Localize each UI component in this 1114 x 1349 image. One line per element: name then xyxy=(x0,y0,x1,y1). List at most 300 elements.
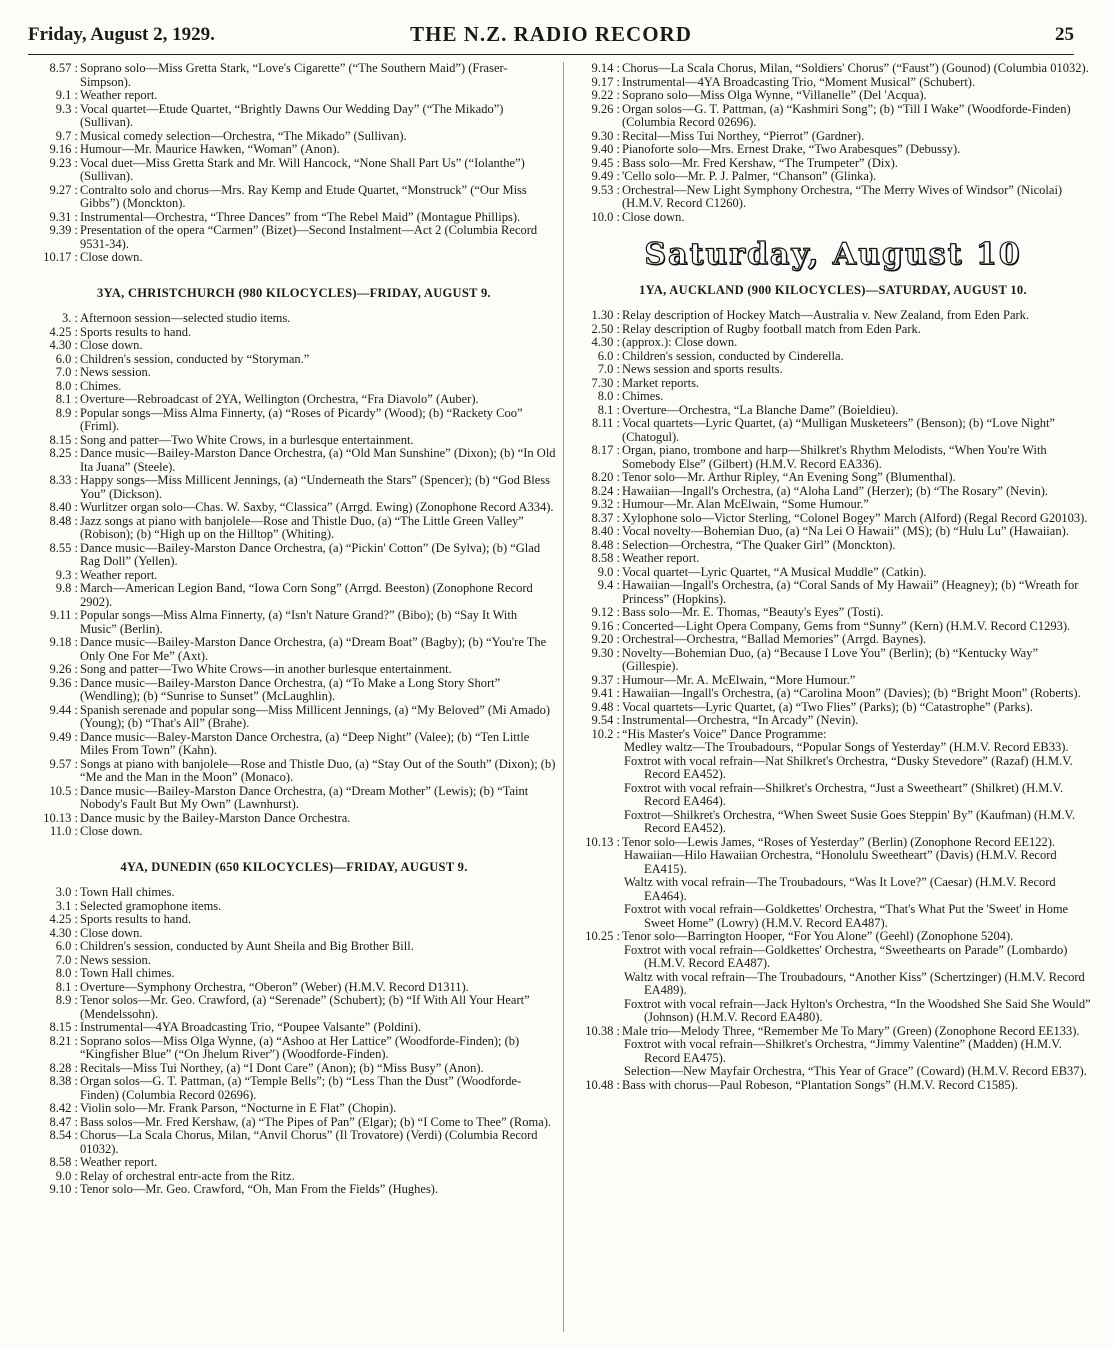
item-text: Weather report. xyxy=(80,567,158,582)
item-text: Overture—Orchestra, “La Blanche Dame” (Boieldieu). xyxy=(622,402,899,417)
programme-item xyxy=(574,377,1092,391)
item-time: 10.13 : xyxy=(574,836,620,850)
item-time: 9.23 : xyxy=(32,157,78,171)
programme-item xyxy=(32,954,556,968)
item-text: Jazz songs at piano with banjolele—Rose and Thistle Duo, (a) “The Little Green Valley” (Robison); (b) “High up on the Hilltop” (Whiting). xyxy=(80,513,524,541)
item-text: Contralto solo and chorus—Mrs. Ray Kemp and Etude Quartet, “Monstruck” (“Our Miss Gibbs”) (Monckton). xyxy=(80,182,527,210)
item-time: 7.0 : xyxy=(32,366,78,380)
programme-item xyxy=(574,471,1092,485)
item-10-38-slot xyxy=(574,1025,1092,1039)
item-text: Close down. xyxy=(80,824,143,838)
issue-date: Friday, August 2, 1929. xyxy=(28,24,215,45)
item-time: 8.9 : xyxy=(32,994,78,1008)
item-text: Organ, piano, trombone and harp—Shilkret's Rhythm Melodists, “When You're With Somebody Else” (Gilbert) (H.M.V. Record EA336). xyxy=(622,443,1047,471)
programme-item xyxy=(32,569,556,583)
programme-item xyxy=(32,380,556,394)
dance-record-item: Foxtrot with vocal refrain—Shilkret's Orchestra, “Jimmy Valentine” (Madden) (H.M.V. Record EA475). xyxy=(624,1037,1062,1065)
item-text: Relay of orchestral entr-acte from the Ritz. xyxy=(80,1168,295,1183)
item-text: Overture—Rebroadcast of 2YA, Wellington (Orchestra, “Fra Diavolo” (Auber). xyxy=(80,392,479,406)
item-text: Happy songs—Miss Millicent Jennings, (a) “Underneath the Stars” (Spencer); (b) “God Bless You” (Dickson). xyxy=(80,473,551,501)
programme-item xyxy=(32,143,556,157)
item-time: 4.25 : xyxy=(32,913,78,927)
item-time: 7.0 : xyxy=(32,954,78,968)
item-text: Close down. xyxy=(80,925,143,940)
item-text: Song and patter—Two White Crows—in another burlesque entertainment. xyxy=(80,662,452,676)
dance-record-item: Foxtrot with vocal refrain—Shilkret's Orchestra, “Just a Sweetheart” (Shilkret) (H.M.V. Record EA464). xyxy=(624,780,1064,808)
programme-item xyxy=(32,886,556,900)
programme-item xyxy=(32,89,556,103)
item-text: Weather report. xyxy=(622,551,700,565)
programme-item xyxy=(574,170,1092,184)
item-time: 8.1 : xyxy=(32,393,78,407)
dance-programme-10-2 xyxy=(574,741,1092,836)
item-text: Hawaiian—Ingall's Orchestra, (a) “Coral Sands of My Hawaii” (Heagney); (b) “Wreath for Princess” (Hopkins). xyxy=(622,578,1079,606)
programme-item xyxy=(574,363,1092,377)
programme-item xyxy=(574,566,1092,580)
item-text: March—American Legion Band, “Iowa Corn Song” (Arrgd. Beeston) (Zonophone Record 2902). xyxy=(80,581,533,609)
item-text: Vocal duet—Miss Gretta Stark and Mr. Will Hancock, “None Shall Part Us” (“Iolanthe”) (Sullivan). xyxy=(80,155,525,183)
item-time: 2.50 : xyxy=(574,323,620,337)
1ya-programme-list xyxy=(574,309,1092,741)
item-text: Dance music—Bailey-Marston Dance Orchestra, (a) “To Make a Long Story Short” (Wendling); (b) “Sunrise to Sunset” (McLaughlin). xyxy=(80,675,501,703)
item-text: (approx.): Close down. xyxy=(622,335,738,349)
item-time: 8.40 : xyxy=(574,525,620,539)
item-text: Dance music—Bailey-Marston Dance Orchestra, (a) “Old Man Sunshine” (Dixon); (b) “In Old Ita Juana” (Steele). xyxy=(80,446,556,474)
programme-item xyxy=(574,674,1092,688)
programme-item xyxy=(574,350,1092,364)
item-text: Humour—Mr. Maurice Hawken, “Woman” (Anon). xyxy=(80,142,340,156)
item-text: Tenor solo—Barrington Hooper, “For You Alone” (Geehl) (Zonophone 5204). xyxy=(622,929,1014,943)
programme-item xyxy=(32,393,556,407)
item-text: Humour—Mr. Alan McElwain, “Some Humour.” xyxy=(622,497,869,511)
item-text: Bass solo—Mr. Fred Kershaw, “The Trumpeter” (Dix). xyxy=(622,155,898,170)
item-time: 9.12 : xyxy=(574,606,620,620)
programme-item xyxy=(574,633,1092,647)
item-time: 9.41 : xyxy=(574,687,620,701)
item-text: Male trio—Melody Three, “Remember Me To Mary” (Green) (Zonophone Record EE133). xyxy=(622,1023,1080,1038)
item-time: 9.0 : xyxy=(32,1170,78,1184)
item-time: 7.30 : xyxy=(574,377,620,391)
item-text: Overture—Symphony Orchestra, “Oberon” (Weber) (H.M.V. Record D1311). xyxy=(80,979,469,994)
page-header xyxy=(28,20,1074,55)
item-time: 4.25 : xyxy=(32,326,78,340)
item-10-13-slot xyxy=(574,836,1092,850)
item-text: Bass solo—Mr. E. Thomas, “Beauty's Eyes” (Tosti). xyxy=(622,605,884,619)
programme-item xyxy=(32,927,556,941)
section-title-3ya: 3YA, CHRISTCHURCH (980 KILOCYCLES)—FRIDAY, AUGUST 9. xyxy=(97,285,491,300)
item-text: Afternoon session—selected studio items. xyxy=(80,311,291,325)
programme-item xyxy=(32,940,556,954)
item-time: 9.44 : xyxy=(32,704,78,718)
item-time: 8.0 : xyxy=(32,380,78,394)
item-time: 8.21 : xyxy=(32,1035,78,1049)
programme-item xyxy=(574,512,1092,526)
day-heading: Saturday, August 10 xyxy=(644,237,1022,272)
programme-item xyxy=(32,447,556,474)
item-time: 9.53 : xyxy=(574,184,620,198)
programme-item xyxy=(574,157,1092,171)
item-text: Tenor solo—Mr. Geo. Crawford, “Oh, Man From the Fields” (Hughes). xyxy=(80,1182,439,1196)
item-time: 8.1 : xyxy=(574,404,620,418)
programme-item xyxy=(574,404,1092,418)
item-text: Weather report. xyxy=(80,88,158,102)
item-text: Songs at piano with banjolele—Rose and Thistle Duo, (a) “Stay Out of the South” (Dixon); (b) “Me and the Man in the Moon” (Monaco). xyxy=(80,756,556,784)
item-text: “His Master's Voice” Dance Programme: xyxy=(622,726,827,741)
item-text: Popular songs—Miss Alma Finnerty, (a) “Isn't Nature Grand?” (Bibo); (b) “Say It With Music” (Berlin). xyxy=(80,608,518,636)
item-time: 11.0 : xyxy=(32,825,78,839)
item-text: Vocal quartets—Lyric Quartet, (a) “Two Flies” (Parks); (b) “Catastrophe” (Parks). xyxy=(622,699,1033,714)
programme-item xyxy=(32,474,556,501)
programme-item xyxy=(32,1156,556,1170)
item-text: Instrumental—4YA Broadcasting Trio, “Moment Musical” (Schubert). xyxy=(622,74,976,89)
programme-item xyxy=(574,211,1092,225)
item-text: Recitals—Miss Tui Northey, (a) “I Dont Care” (Anon); (b) “Miss Busy” (Anon). xyxy=(80,1060,484,1075)
programme-item xyxy=(574,620,1092,634)
item-time: 8.24 : xyxy=(574,485,620,499)
dance-record-item: Foxtrot with vocal refrain—Goldkettes' Orchestra, “That's What Put the 'Sweet' in Home Sweet Home” (Lowry) (H.M.V. Record EA487). xyxy=(624,902,1069,930)
programme-item xyxy=(32,967,556,981)
item-text: Musical comedy selection—Orchestra, “The Mikado” (Sullivan). xyxy=(80,128,407,143)
item-text: Children's session, conducted by “Storyman.” xyxy=(80,351,310,366)
item-text: Vocal quartet—Etude Quartet, “Brightly Dawns Our Wedding Day” (“The Mikado”) (Sullivan). xyxy=(80,101,504,129)
programme-item xyxy=(32,211,556,225)
item-text: Chorus—La Scala Chorus, Milan, “Anvil Chorus” (Il Trovatore) (Verdi) (Columbia Record 01032). xyxy=(80,1128,538,1156)
item-text: Wurlitzer organ solo—Chas. W. Saxby, “Classica” (Arrgd. Ewing) (Zonophone Record A334). xyxy=(80,500,554,514)
item-time: 8.0 : xyxy=(574,390,620,404)
item-text: Recital—Miss Tui Northey, “Pierrot” (Gardner). xyxy=(622,128,865,143)
item-time: 9.26 : xyxy=(32,663,78,677)
item-text: Humour—Mr. A. McElwain, “More Humour.” xyxy=(622,672,856,687)
item-text: Soprano solo—Miss Olga Wynne, “Villanelle” (Del 'Acqua). xyxy=(622,88,927,102)
item-text: Organ solos—G. T. Pattman, (a) “Temple Bells”; (b) “Less Than the Dust” (Woodforde-Finden) (Columbia Record 02696). xyxy=(80,1074,522,1102)
programme-item xyxy=(32,825,556,839)
programme-item xyxy=(32,251,556,265)
item-time: 8.40 : xyxy=(32,501,78,515)
item-time: 8.17 : xyxy=(574,444,620,458)
programme-item xyxy=(32,636,556,663)
item-time: 9.37 : xyxy=(574,674,620,688)
dance-record-item: Foxtrot with vocal refrain—Jack Hylton's Orchestra, “In the Woodshed She Said She Would” (Johnson) (H.M.V. Record EA480). xyxy=(624,996,1091,1024)
item-text: Town Hall chimes. xyxy=(80,885,175,899)
item-text: News session and sports results. xyxy=(622,362,783,376)
4ya-continued-list xyxy=(574,62,1092,224)
item-time: 8.42 : xyxy=(32,1102,78,1116)
programme-item xyxy=(32,609,556,636)
item-text: Instrumental—Orchestra, “Three Dances” from “The Rebel Maid” (Montague Phillips). xyxy=(80,209,521,224)
item-text: Bass solos—Mr. Fred Kershaw, (a) “The Pipes of Pan” (Elgar); (b) “I Come to Thee” (Roma). xyxy=(80,1114,552,1129)
item-text: Children's session, conducted by Aunt Sheila and Big Brother Bill. xyxy=(80,939,414,953)
item-time: 9.22 : xyxy=(574,89,620,103)
item-time: 9.27 : xyxy=(32,184,78,198)
item-text: Novelty—Bohemian Duo, (a) “Because I Love You” (Berlin); (b) “Kentucky Way” (Gillespie). xyxy=(622,645,1039,673)
programme-item xyxy=(574,62,1092,76)
3ya-programme-list xyxy=(32,312,556,839)
item-text: Spanish serenade and popular song—Miss Millicent Jennings, (a) “My Beloved” (Mi Amado) (Young); (b) “That's All” (Brahe). xyxy=(80,702,551,730)
item-time: 9.8 : xyxy=(32,582,78,596)
programme-item xyxy=(574,76,1092,90)
programme-item xyxy=(574,539,1092,553)
programme-item xyxy=(32,515,556,542)
item-text: Town Hall chimes. xyxy=(80,966,175,980)
item-text: News session. xyxy=(80,952,151,967)
item-time: 8.20 : xyxy=(574,471,620,485)
programme-item xyxy=(574,89,1092,103)
item-text: Soprano solo—Miss Gretta Stark, “Love's Cigarette” (“The Southern Maid”) (Fraser-Simpson). xyxy=(80,61,508,89)
item-text: Chimes. xyxy=(622,389,664,403)
4ya-programme-list xyxy=(32,886,556,1197)
item-time: 9.0 : xyxy=(574,566,620,580)
programme-item xyxy=(574,143,1092,157)
item-10-48-slot xyxy=(574,1079,1092,1093)
programme-item xyxy=(574,525,1092,539)
programme-item xyxy=(32,677,556,704)
programme-item xyxy=(32,224,556,251)
item-text: Close down. xyxy=(80,338,143,352)
item-text: Close down. xyxy=(622,209,685,224)
dance-record-item: Foxtrot—Shilkret's Orchestra, “When Sweet Susie Goes Steppin' By” (Kaufman) (H.M.V. Record EA452). xyxy=(624,807,1076,835)
programme-item xyxy=(32,812,556,826)
item-text: Weather report. xyxy=(80,1155,158,1169)
item-time: 8.0 : xyxy=(32,967,78,981)
item-time: 4.30 : xyxy=(32,927,78,941)
item-text: Hawaiian—Ingall's Orchestra, (a) “Carolina Moon” (Davies); (b) “Bright Moon” (Roberts). xyxy=(622,686,1081,700)
column-divider xyxy=(563,62,564,1332)
programme-item xyxy=(574,1079,1092,1093)
item-text: Dance music—Bailey-Marston Dance Orchestra, (a) “Dream Mother” (Lewis); (b) “Taint Nobody's Fault But My Own” (Lawnhurst). xyxy=(80,783,529,811)
item-text: Close down. xyxy=(80,250,143,264)
item-time: 8.37 : xyxy=(574,512,620,526)
item-time: 3. : xyxy=(32,312,78,326)
item-time: 8.54 : xyxy=(32,1129,78,1143)
item-time: 8.15 : xyxy=(32,434,78,448)
item-time: 10.0 : xyxy=(574,211,620,225)
programme-item xyxy=(32,184,556,211)
programme-item xyxy=(574,606,1092,620)
dance-record-item: Waltz with vocal refrain—The Troubadours, “Another Kiss” (Schertzinger) (H.M.V. Record EA489). xyxy=(624,969,1085,997)
dance-record-item: Waltz with vocal refrain—The Troubadours, “Was It Love?” (Caesar) (H.M.V. Record EA464). xyxy=(624,875,1056,903)
programme-item xyxy=(32,1035,556,1062)
dance-record-item: Hawaiian—Hilo Hawaiian Orchestra, “Honolulu Sweetheart” (Davis) (H.M.V. Record EA415). xyxy=(624,848,1057,876)
item-time: 8.58 : xyxy=(32,1156,78,1170)
dance-record-item: Foxtrot with vocal refrain—Goldkettes' Orchestra, “Sweethearts on Parade” (Lombardo) (H.M.V. Record EA487). xyxy=(624,942,1068,970)
dance-programme-10-13 xyxy=(574,849,1092,930)
item-text: Dance music—Baley-Marston Dance Orchestra, (a) “Deep Night” (Valee); (b) “Ten Little Miles From Town” (Kahn). xyxy=(80,729,530,757)
item-text: Soprano solos—Miss Olga Wynne, (a) “Ashoo at Her Lattice” (Woodforde-Finden); (b) “Kingfisher Blue” (“On Jhelum River”) (Woodforde-Finden). xyxy=(80,1033,520,1061)
programme-item xyxy=(32,731,556,758)
item-text: Vocal quartets—Lyric Quartet, (a) “Mulligan Musketeers” (Benson); (b) “Love Night” (Chatogul). xyxy=(622,416,1055,444)
item-time: 9.26 : xyxy=(574,103,620,117)
item-text: Sports results to hand. xyxy=(80,324,192,339)
item-time: 10.25 : xyxy=(574,930,620,944)
programme-item xyxy=(574,579,1092,606)
item-text: Market reports. xyxy=(622,375,700,390)
masthead-title: THE N.Z. RADIO RECORD xyxy=(410,22,692,46)
programme-item xyxy=(32,582,556,609)
item-time: 10.5 : xyxy=(32,785,78,799)
programme-item xyxy=(574,336,1092,350)
item-time: 9.10 : xyxy=(32,1183,78,1197)
programme-item xyxy=(32,366,556,380)
dance-record-item: Foxtrot with vocal refrain—Nat Shilkret's Orchestra, “Dusky Stevedore” (Razaf) (H.M.V. Record EA452). xyxy=(624,753,1073,781)
programme-item xyxy=(574,390,1092,404)
programme-item xyxy=(32,1102,556,1116)
item-time: 3.1 : xyxy=(32,900,78,914)
dance-record-item: Medley waltz—The Troubadours, “Popular Songs of Yesterday” (H.M.V. Record EB33). xyxy=(624,740,1069,754)
item-time: 9.17 : xyxy=(574,76,620,90)
item-time: 9.16 : xyxy=(32,143,78,157)
item-time: 9.14 : xyxy=(574,62,620,76)
item-text: Organ solos—G. T. Pattman, (a) “Kashmiri Song”; (b) “Till I Wake” (Woodforde-Finden) (Columbia Record 02696). xyxy=(622,101,1071,129)
item-text: Orchestral—Orchestra, “Ballad Memories” (Arrgd. Baynes). xyxy=(622,632,927,646)
item-text: Selected gramophone items. xyxy=(80,898,222,913)
programme-item xyxy=(32,407,556,434)
item-time: 1.30 : xyxy=(574,309,620,323)
item-text: Sports results to hand. xyxy=(80,912,192,926)
programme-item xyxy=(32,1075,556,1102)
item-time: 8.55 : xyxy=(32,542,78,556)
programme-item xyxy=(574,444,1092,471)
programme-item xyxy=(32,501,556,515)
item-text: Instrumental—4YA Broadcasting Trio, “Poupee Valsante” (Poldini). xyxy=(80,1020,422,1034)
programme-item xyxy=(574,103,1092,130)
item-time: 9.20 : xyxy=(574,633,620,647)
item-time: 8.9 : xyxy=(32,407,78,421)
item-time: 4.30 : xyxy=(32,339,78,353)
programme-item xyxy=(32,1116,556,1130)
programme-item xyxy=(32,900,556,914)
item-text: Violin solo—Mr. Frank Parson, “Nocturne in E Flat” (Chopin). xyxy=(80,1101,397,1115)
programme-item xyxy=(32,1183,556,1197)
item-time: 9.40 : xyxy=(574,143,620,157)
item-time: 8.47 : xyxy=(32,1116,78,1130)
section-title-1ya: 1YA, AUCKLAND (900 KILOCYCLES)—SATURDAY, AUGUST 10. xyxy=(639,282,1027,297)
item-text: Chorus—La Scala Chorus, Milan, “Soldiers' Chorus” (“Faust”) (Gounod) (Columbia 01032). xyxy=(622,61,1089,75)
page-number: 25 xyxy=(1055,24,1074,45)
programme-item xyxy=(32,434,556,448)
programme-item xyxy=(32,994,556,1021)
programme-item xyxy=(32,326,556,340)
item-time: 6.0 : xyxy=(32,353,78,367)
programme-item xyxy=(32,1062,556,1076)
item-time: 8.57 : xyxy=(32,62,78,76)
item-time: 8.11 : xyxy=(574,417,620,431)
item-time: 9.18 : xyxy=(32,636,78,650)
item-time: 6.0 : xyxy=(32,940,78,954)
programme-item xyxy=(32,130,556,144)
item-text: Presentation of the opera “Carmen” (Bizet)—Second Instalment—Act 2 (Columbia Record 9531-34). xyxy=(80,223,538,251)
item-time: 10.2 : xyxy=(574,728,620,742)
item-text: Popular songs—Miss Alma Finnerty, (a) “Roses of Picardy” (Wood); (b) “Rackety Coo” (Friml). xyxy=(80,405,523,433)
item-time: 8.15 : xyxy=(32,1021,78,1035)
programme-item xyxy=(574,485,1092,499)
programme-item xyxy=(574,687,1092,701)
programme-item xyxy=(574,701,1092,715)
item-time: 10.38 : xyxy=(574,1025,620,1039)
item-time: 9.54 : xyxy=(574,714,620,728)
item-text: Children's session, conducted by Cinderella. xyxy=(622,348,844,363)
item-time: 9.1 : xyxy=(32,89,78,103)
item-time: 9.30 : xyxy=(574,647,620,661)
item-time: 9.4 : xyxy=(574,579,620,593)
item-time: 9.31 : xyxy=(32,211,78,225)
programme-item xyxy=(32,758,556,785)
item-text: Relay description of Rugby football match from Eden Park. xyxy=(622,321,921,336)
2ya-continued-list xyxy=(32,62,556,265)
item-text: Xylophone solo—Victor Sterling, “Colonel Bogey” March (Alford) (Regal Record G20103). xyxy=(622,510,1088,525)
item-text: Hawaiian—Ingall's Orchestra, (a) “Aloha Land” (Herzer); (b) “The Rosary” (Nevin). xyxy=(622,483,1049,498)
programme-item xyxy=(574,309,1092,323)
programme-item xyxy=(32,312,556,326)
programme-item xyxy=(574,1025,1092,1039)
item-10-25-slot xyxy=(574,930,1092,944)
item-time: 7.0 : xyxy=(574,363,620,377)
item-time: 8.28 : xyxy=(32,1062,78,1076)
item-time: 8.48 : xyxy=(32,515,78,529)
programme-item xyxy=(32,339,556,353)
item-time: 8.25 : xyxy=(32,447,78,461)
programme-item xyxy=(574,552,1092,566)
dance-programme-10-38 xyxy=(574,1038,1092,1079)
programme-item xyxy=(32,542,556,569)
item-time: 9.48 : xyxy=(574,701,620,715)
programme-item xyxy=(574,836,1092,850)
item-time: 8.58 : xyxy=(574,552,620,566)
item-text: Bass with chorus—Paul Robeson, “Plantation Songs” (H.M.V. Record C1585). xyxy=(622,1077,1018,1092)
programme-item xyxy=(574,647,1092,674)
item-text: Selection—Orchestra, “The Quaker Girl” (Monckton). xyxy=(622,537,896,552)
item-time: 8.48 : xyxy=(574,539,620,553)
item-text: Chimes. xyxy=(80,378,122,393)
item-time: 9.30 : xyxy=(574,130,620,144)
item-time: 9.49 : xyxy=(574,170,620,184)
item-text: Vocal novelty—Bohemian Duo, (a) “Na Lei O Hawaii” (MS); (b) “Hulu Lu” (Hawaiian). xyxy=(622,524,1069,538)
programme-item xyxy=(32,913,556,927)
programme-item xyxy=(32,353,556,367)
item-time: 9.3 : xyxy=(32,569,78,583)
item-text: Instrumental—Orchestra, “In Arcady” (Nevin). xyxy=(622,713,859,727)
item-text: 'Cello solo—Mr. P. J. Palmer, “Chanson” (Glinka). xyxy=(622,169,877,183)
item-text: Dance music by the Bailey-Marston Dance Orchestra. xyxy=(80,810,351,825)
section-title-4ya: 4YA, DUNEDIN (650 KILOCYCLES)—FRIDAY, AUGUST 9. xyxy=(120,859,468,874)
item-time: 10.17 : xyxy=(32,251,78,265)
programme-item xyxy=(32,103,556,130)
programme-item xyxy=(574,930,1092,944)
item-time: 3.0 : xyxy=(32,886,78,900)
item-text: News session. xyxy=(80,365,151,379)
programme-item xyxy=(574,130,1092,144)
item-text: Pianoforte solo—Mrs. Ernest Drake, “Two Arabesques” (Debussy). xyxy=(622,142,961,156)
item-time: 4.30 : xyxy=(574,336,620,350)
item-time: 9.3 : xyxy=(32,103,78,117)
item-text: Orchestral—New Light Symphony Orchestra, “The Merry Wives of Windsor” (Nicolai) (H.M.V. Record C1260). xyxy=(622,182,1063,210)
item-time: 10.13 : xyxy=(32,812,78,826)
programme-item xyxy=(574,323,1092,337)
programme-item xyxy=(32,157,556,184)
programme-item xyxy=(32,785,556,812)
dance-programme-10-25 xyxy=(574,944,1092,1025)
item-time: 8.33 : xyxy=(32,474,78,488)
programme-item xyxy=(574,728,1092,742)
item-time: 9.57 : xyxy=(32,758,78,772)
programme-item xyxy=(32,704,556,731)
item-text: Vocal quartet—Lyric Quartet, “A Musical Muddle” (Catkin). xyxy=(622,564,927,579)
programme-item xyxy=(32,981,556,995)
item-text: Concerted—Light Opera Company, Gems from “Sunny” (Kern) (H.M.V. Record C1293). xyxy=(622,618,1071,633)
programme-item xyxy=(574,714,1092,728)
item-time: 6.0 : xyxy=(574,350,620,364)
programme-item xyxy=(32,1170,556,1184)
dance-record-item: Selection—New Mayfair Orchestra, “This Year of Grace” (Coward) (H.M.V. Record EB37). xyxy=(624,1064,1087,1078)
